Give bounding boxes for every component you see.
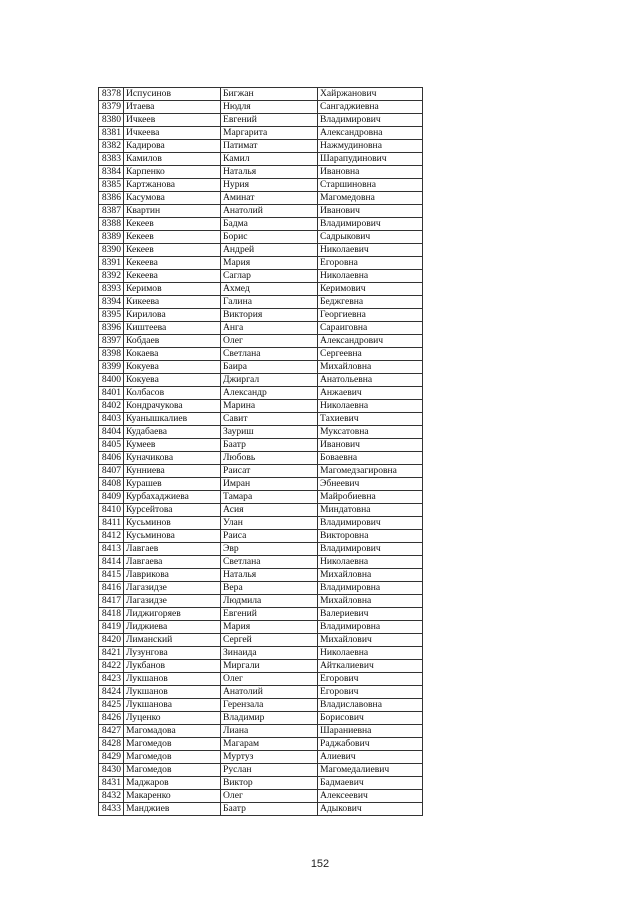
first-name-cell: Маргарита <box>221 127 318 140</box>
first-name-cell: Раисат <box>221 465 318 478</box>
patronymic-cell: Борисович <box>318 712 423 725</box>
patronymic-cell: Иванович <box>318 205 423 218</box>
table-row <box>99 439 423 452</box>
record-number-cell: 8427 <box>99 725 124 738</box>
patronymic-cell: Сараиговна <box>318 322 423 335</box>
surname-cell: Картжанова <box>124 179 221 192</box>
record-number-cell: 8431 <box>99 777 124 790</box>
record-number-cell: 8423 <box>99 673 124 686</box>
patronymic-cell: Анжаевич <box>318 387 423 400</box>
table-row <box>99 270 423 283</box>
record-number-cell: 8408 <box>99 478 124 491</box>
patronymic-cell: Владимировна <box>318 582 423 595</box>
surname-cell: Кудабаева <box>124 426 221 439</box>
table-row <box>99 257 423 270</box>
patronymic-cell: Шараниевна <box>318 725 423 738</box>
first-name-cell: Мария <box>221 257 318 270</box>
first-name-cell: Аминат <box>221 192 318 205</box>
surname-cell: Кондрачукова <box>124 400 221 413</box>
record-number-cell: 8432 <box>99 790 124 803</box>
table-row <box>99 179 423 192</box>
first-name-cell: Виктор <box>221 777 318 790</box>
first-name-cell: Тамара <box>221 491 318 504</box>
surname-cell: Ичкеев <box>124 114 221 127</box>
patronymic-cell: Владимирович <box>318 218 423 231</box>
patronymic-cell: Егорович <box>318 673 423 686</box>
first-name-cell: Сергей <box>221 634 318 647</box>
table-row <box>99 166 423 179</box>
table-row <box>99 777 423 790</box>
first-name-cell: Евгений <box>221 114 318 127</box>
record-number-cell: 8404 <box>99 426 124 439</box>
first-name-cell: Лиана <box>221 725 318 738</box>
patronymic-cell: Егоровна <box>318 257 423 270</box>
patronymic-cell: Николаевна <box>318 270 423 283</box>
record-number-cell: 8386 <box>99 192 124 205</box>
record-number-cell: 8414 <box>99 556 124 569</box>
surname-cell: Лаврикова <box>124 569 221 582</box>
record-number-cell: 8413 <box>99 543 124 556</box>
surname-cell: Лиманский <box>124 634 221 647</box>
table-row <box>99 218 423 231</box>
patronymic-cell: Раджабович <box>318 738 423 751</box>
patronymic-cell: Айткалиевич <box>318 660 423 673</box>
table-row <box>99 400 423 413</box>
patronymic-cell: Александровна <box>318 127 423 140</box>
table-row <box>99 283 423 296</box>
first-name-cell: Андрей <box>221 244 318 257</box>
table-row <box>99 764 423 777</box>
first-name-cell: Александр <box>221 387 318 400</box>
patronymic-cell: Валериевич <box>318 608 423 621</box>
patronymic-cell: Магомедзагировна <box>318 465 423 478</box>
patronymic-cell: Владимирович <box>318 114 423 127</box>
record-number-cell: 8405 <box>99 439 124 452</box>
patronymic-cell: Иванович <box>318 439 423 452</box>
table-row <box>99 621 423 634</box>
table-row <box>99 686 423 699</box>
table-row <box>99 231 423 244</box>
first-name-cell: Людмила <box>221 595 318 608</box>
first-name-cell: Муртуз <box>221 751 318 764</box>
first-name-cell: Баатр <box>221 439 318 452</box>
surname-cell: Лавгаев <box>124 543 221 556</box>
surname-cell: Лагазидзе <box>124 582 221 595</box>
first-name-cell: Наталья <box>221 569 318 582</box>
table-row <box>99 803 423 816</box>
patronymic-cell: Беджгевна <box>318 296 423 309</box>
record-number-cell: 8402 <box>99 400 124 413</box>
table-row <box>99 556 423 569</box>
first-name-cell: Вера <box>221 582 318 595</box>
first-name-cell: Светлана <box>221 348 318 361</box>
table-row <box>99 296 423 309</box>
first-name-cell: Мария <box>221 621 318 634</box>
record-number-cell: 8393 <box>99 283 124 296</box>
patronymic-cell: Магомедалиевич <box>318 764 423 777</box>
record-number-cell: 8400 <box>99 374 124 387</box>
table-row <box>99 205 423 218</box>
surname-cell: Кокаева <box>124 348 221 361</box>
patronymic-cell: Бадмаевич <box>318 777 423 790</box>
table-row <box>99 608 423 621</box>
record-number-cell: 8418 <box>99 608 124 621</box>
table-row <box>99 517 423 530</box>
surname-cell: Магомедов <box>124 738 221 751</box>
surname-cell: Лагазидзе <box>124 595 221 608</box>
record-number-cell: 8429 <box>99 751 124 764</box>
surname-cell: Ичкеева <box>124 127 221 140</box>
record-number-cell: 8385 <box>99 179 124 192</box>
surname-cell: Кадирова <box>124 140 221 153</box>
surname-cell: Курбахаджиева <box>124 491 221 504</box>
patronymic-cell: Михайловна <box>318 595 423 608</box>
first-name-cell: Раиса <box>221 530 318 543</box>
record-number-cell: 8415 <box>99 569 124 582</box>
record-number-cell: 8420 <box>99 634 124 647</box>
surname-cell: Кунниева <box>124 465 221 478</box>
table-row <box>99 530 423 543</box>
first-name-cell: Асия <box>221 504 318 517</box>
first-name-cell: Камил <box>221 153 318 166</box>
patronymic-cell: Сергеевна <box>318 348 423 361</box>
record-number-cell: 8399 <box>99 361 124 374</box>
record-number-cell: 8384 <box>99 166 124 179</box>
surname-cell: Кирилова <box>124 309 221 322</box>
first-name-cell: Эвр <box>221 543 318 556</box>
patronymic-cell: Алексеевич <box>318 790 423 803</box>
surname-cell: Киштеева <box>124 322 221 335</box>
patronymic-cell: Нажмудиновна <box>318 140 423 153</box>
first-name-cell: Олег <box>221 335 318 348</box>
patronymic-cell: Викторовна <box>318 530 423 543</box>
table-row <box>99 101 423 114</box>
roster-table-body <box>99 88 423 816</box>
surname-cell: Карпенко <box>124 166 221 179</box>
record-number-cell: 8403 <box>99 413 124 426</box>
patronymic-cell: Муксатовна <box>318 426 423 439</box>
first-name-cell: Олег <box>221 673 318 686</box>
surname-cell: Кекеев <box>124 218 221 231</box>
table-row <box>99 413 423 426</box>
patronymic-cell: Сангаджиевна <box>318 101 423 114</box>
surname-cell: Куначикова <box>124 452 221 465</box>
first-name-cell: Магарам <box>221 738 318 751</box>
first-name-cell: Савит <box>221 413 318 426</box>
surname-cell: Магомедов <box>124 751 221 764</box>
first-name-cell: Бигжан <box>221 88 318 101</box>
table-row <box>99 335 423 348</box>
first-name-cell: Олег <box>221 790 318 803</box>
first-name-cell: Виктория <box>221 309 318 322</box>
record-number-cell: 8398 <box>99 348 124 361</box>
table-row <box>99 504 423 517</box>
roster-table <box>98 87 423 816</box>
patronymic-cell: Ивановна <box>318 166 423 179</box>
surname-cell: Кумеев <box>124 439 221 452</box>
table-row <box>99 153 423 166</box>
surname-cell: Квартин <box>124 205 221 218</box>
first-name-cell: Патимат <box>221 140 318 153</box>
patronymic-cell: Владимирович <box>318 543 423 556</box>
record-number-cell: 8424 <box>99 686 124 699</box>
record-number-cell: 8421 <box>99 647 124 660</box>
record-number-cell: 8396 <box>99 322 124 335</box>
table-row <box>99 465 423 478</box>
first-name-cell: Бадма <box>221 218 318 231</box>
patronymic-cell: Николаевна <box>318 647 423 660</box>
record-number-cell: 8388 <box>99 218 124 231</box>
first-name-cell: Зинаида <box>221 647 318 660</box>
first-name-cell: Саглар <box>221 270 318 283</box>
first-name-cell: Анатолий <box>221 686 318 699</box>
table-row <box>99 790 423 803</box>
patronymic-cell: Миндатовна <box>318 504 423 517</box>
surname-cell: Курсейтова <box>124 504 221 517</box>
surname-cell: Лавгаева <box>124 556 221 569</box>
surname-cell: Камилов <box>124 153 221 166</box>
record-number-cell: 8430 <box>99 764 124 777</box>
surname-cell: Лузунгова <box>124 647 221 660</box>
record-number-cell: 8401 <box>99 387 124 400</box>
first-name-cell: Евгений <box>221 608 318 621</box>
surname-cell: Испусинов <box>124 88 221 101</box>
patronymic-cell: Николаевна <box>318 400 423 413</box>
first-name-cell: Светлана <box>221 556 318 569</box>
record-number-cell: 8397 <box>99 335 124 348</box>
record-number-cell: 8378 <box>99 88 124 101</box>
record-number-cell: 8392 <box>99 270 124 283</box>
surname-cell: Магомедов <box>124 764 221 777</box>
patronymic-cell: Николаевич <box>318 244 423 257</box>
first-name-cell: Улан <box>221 517 318 530</box>
patronymic-cell: Владиславовна <box>318 699 423 712</box>
first-name-cell: Герензала <box>221 699 318 712</box>
record-number-cell: 8394 <box>99 296 124 309</box>
surname-cell: Кусьминов <box>124 517 221 530</box>
table-row <box>99 582 423 595</box>
record-number-cell: 8387 <box>99 205 124 218</box>
surname-cell: Касумова <box>124 192 221 205</box>
page-number: 152 <box>310 858 330 870</box>
table-row <box>99 543 423 556</box>
surname-cell: Кекеева <box>124 270 221 283</box>
table-row <box>99 348 423 361</box>
record-number-cell: 8407 <box>99 465 124 478</box>
first-name-cell: Анатолий <box>221 205 318 218</box>
surname-cell: Куанышкалиев <box>124 413 221 426</box>
record-number-cell: 8380 <box>99 114 124 127</box>
record-number-cell: 8428 <box>99 738 124 751</box>
first-name-cell: Марина <box>221 400 318 413</box>
surname-cell: Колбасов <box>124 387 221 400</box>
table-row <box>99 387 423 400</box>
record-number-cell: 8382 <box>99 140 124 153</box>
surname-cell: Кекеев <box>124 231 221 244</box>
record-number-cell: 8379 <box>99 101 124 114</box>
patronymic-cell: Владимирович <box>318 517 423 530</box>
first-name-cell: Джиргал <box>221 374 318 387</box>
patronymic-cell: Адыкович <box>318 803 423 816</box>
record-number-cell: 8419 <box>99 621 124 634</box>
record-number-cell: 8389 <box>99 231 124 244</box>
surname-cell: Лукшанов <box>124 673 221 686</box>
first-name-cell: Зауриш <box>221 426 318 439</box>
surname-cell: Манджиев <box>124 803 221 816</box>
patronymic-cell: Владимировна <box>318 621 423 634</box>
patronymic-cell: Михайлович <box>318 634 423 647</box>
first-name-cell: Руслан <box>221 764 318 777</box>
first-name-cell: Борис <box>221 231 318 244</box>
patronymic-cell: Боваевна <box>318 452 423 465</box>
surname-cell: Лиджиева <box>124 621 221 634</box>
record-number-cell: 8391 <box>99 257 124 270</box>
first-name-cell: Имран <box>221 478 318 491</box>
patronymic-cell: Шарапудинович <box>318 153 423 166</box>
record-number-cell: 8426 <box>99 712 124 725</box>
table-row <box>99 673 423 686</box>
record-number-cell: 8433 <box>99 803 124 816</box>
patronymic-cell: Егорович <box>318 686 423 699</box>
table-row <box>99 127 423 140</box>
first-name-cell: Баира <box>221 361 318 374</box>
first-name-cell: Ахмед <box>221 283 318 296</box>
table-row <box>99 751 423 764</box>
record-number-cell: 8409 <box>99 491 124 504</box>
patronymic-cell: Садрыкович <box>318 231 423 244</box>
record-number-cell: 8381 <box>99 127 124 140</box>
surname-cell: Магомадова <box>124 725 221 738</box>
table-row <box>99 140 423 153</box>
table-row <box>99 478 423 491</box>
patronymic-cell: Михайловна <box>318 361 423 374</box>
first-name-cell: Наталья <box>221 166 318 179</box>
record-number-cell: 8383 <box>99 153 124 166</box>
record-number-cell: 8425 <box>99 699 124 712</box>
table-row <box>99 647 423 660</box>
table-row <box>99 738 423 751</box>
table-row <box>99 426 423 439</box>
surname-cell: Керимов <box>124 283 221 296</box>
table-row <box>99 725 423 738</box>
surname-cell: Кекеев <box>124 244 221 257</box>
surname-cell: Лиджигоряев <box>124 608 221 621</box>
patronymic-cell: Хайржанович <box>318 88 423 101</box>
table-row <box>99 322 423 335</box>
record-number-cell: 8422 <box>99 660 124 673</box>
patronymic-cell: Тахиевич <box>318 413 423 426</box>
table-row <box>99 569 423 582</box>
first-name-cell: Нюдля <box>221 101 318 114</box>
table-row <box>99 361 423 374</box>
surname-cell: Кекеева <box>124 257 221 270</box>
table-row <box>99 374 423 387</box>
table-row <box>99 192 423 205</box>
patronymic-cell: Старшиновна <box>318 179 423 192</box>
first-name-cell: Баатр <box>221 803 318 816</box>
table-row <box>99 634 423 647</box>
table-row <box>99 699 423 712</box>
record-number-cell: 8410 <box>99 504 124 517</box>
surname-cell: Макаренко <box>124 790 221 803</box>
table-row <box>99 491 423 504</box>
surname-cell: Лукшанов <box>124 686 221 699</box>
patronymic-cell: Эбнеевич <box>318 478 423 491</box>
surname-cell: Луценко <box>124 712 221 725</box>
patronymic-cell: Александрович <box>318 335 423 348</box>
first-name-cell: Нурия <box>221 179 318 192</box>
surname-cell: Кусьминова <box>124 530 221 543</box>
record-number-cell: 8406 <box>99 452 124 465</box>
surname-cell: Кокуева <box>124 361 221 374</box>
record-number-cell: 8395 <box>99 309 124 322</box>
first-name-cell: Анга <box>221 322 318 335</box>
patronymic-cell: Георгиевна <box>318 309 423 322</box>
table-row <box>99 712 423 725</box>
table-row <box>99 309 423 322</box>
record-number-cell: 8417 <box>99 595 124 608</box>
patronymic-cell: Майробиевна <box>318 491 423 504</box>
patronymic-cell: Анатольевна <box>318 374 423 387</box>
record-number-cell: 8390 <box>99 244 124 257</box>
patronymic-cell: Керимович <box>318 283 423 296</box>
surname-cell: Итаева <box>124 101 221 114</box>
table-row <box>99 660 423 673</box>
surname-cell: Маджаров <box>124 777 221 790</box>
first-name-cell: Миргали <box>221 660 318 673</box>
record-number-cell: 8416 <box>99 582 124 595</box>
record-number-cell: 8411 <box>99 517 124 530</box>
record-number-cell: 8412 <box>99 530 124 543</box>
patronymic-cell: Михайловна <box>318 569 423 582</box>
table-row <box>99 595 423 608</box>
patronymic-cell: Магомедовна <box>318 192 423 205</box>
table-row <box>99 244 423 257</box>
first-name-cell: Владимир <box>221 712 318 725</box>
patronymic-cell: Алиевич <box>318 751 423 764</box>
surname-cell: Кикеева <box>124 296 221 309</box>
table-row <box>99 114 423 127</box>
surname-cell: Кокуева <box>124 374 221 387</box>
surname-cell: Курашев <box>124 478 221 491</box>
first-name-cell: Галина <box>221 296 318 309</box>
first-name-cell: Любовь <box>221 452 318 465</box>
surname-cell: Лукбанов <box>124 660 221 673</box>
table-row <box>99 88 423 101</box>
surname-cell: Кобдаев <box>124 335 221 348</box>
surname-cell: Лукшанова <box>124 699 221 712</box>
table-row <box>99 452 423 465</box>
patronymic-cell: Николаевна <box>318 556 423 569</box>
